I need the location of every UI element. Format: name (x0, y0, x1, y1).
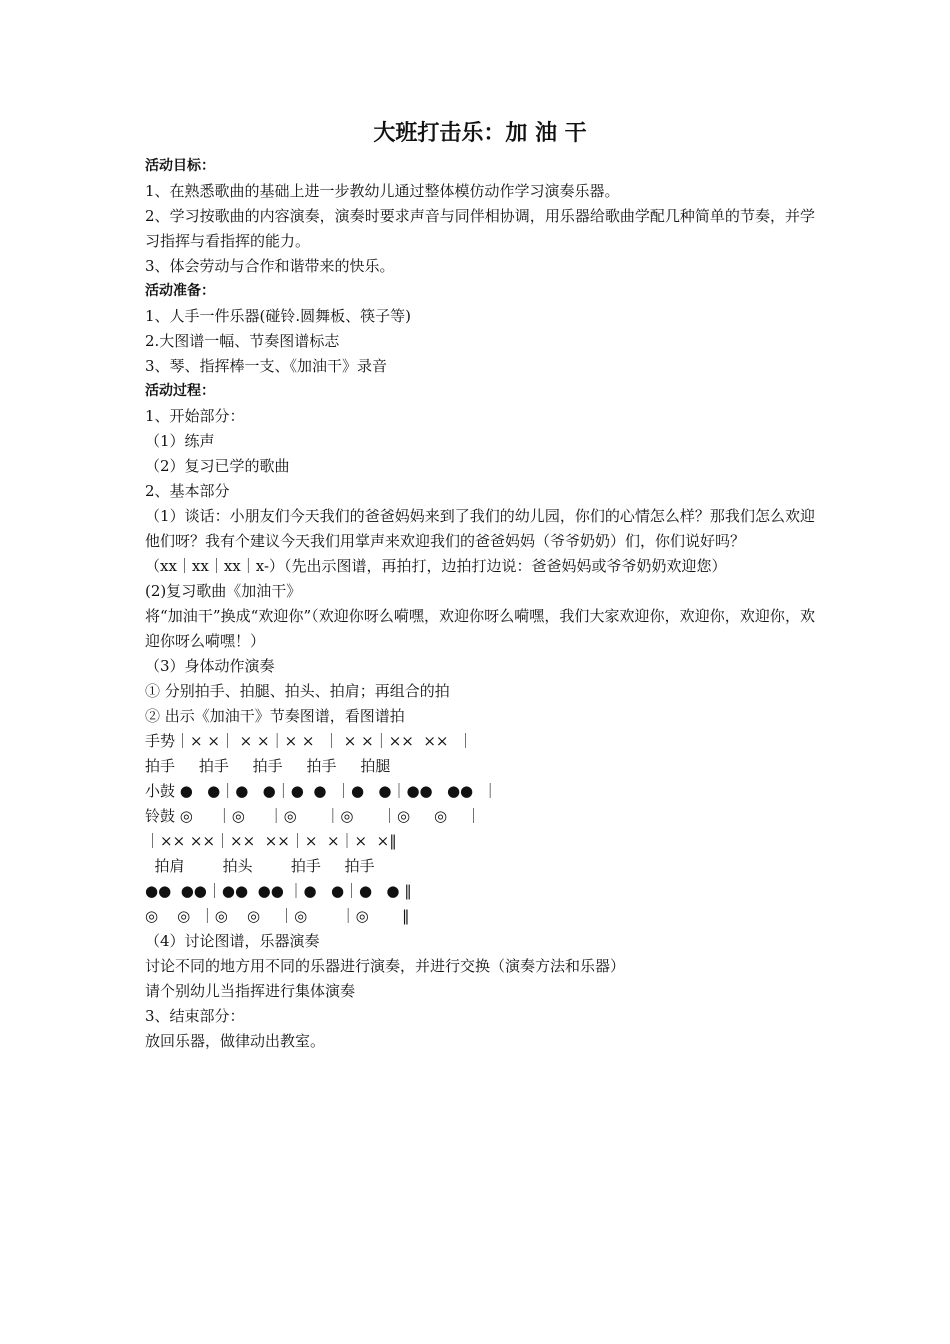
process-item: ② 出示《加油干》节奏图谱，看图谱拍 (145, 707, 405, 725)
process-step: 3、结束部分： (145, 1007, 245, 1025)
prep-heading: 活动准备： (145, 283, 215, 299)
score-line: 铃鼓 ◎ ｜◎ ｜◎ ｜◎ ｜◎ ◎ ｜ (145, 807, 482, 825)
process-paragraph: （1）谈话：小朋友们今天我们的爸爸妈妈来到了我们的幼儿园，你们的心情怎么样？那我们怎么欢迎他们呀？我有个建议今天我们用掌声来欢迎我们的爸爸妈妈（爷爷奶奶）们，你们说好吗？ (145, 507, 815, 550)
goal-item: 2、学习按歌曲的内容演奏，演奏时要求声音与同伴相协调，用乐器给歌曲学配几种简单的节奏，并学习指挥与看指挥的能力。 (145, 207, 815, 250)
goal-item: 1、在熟悉歌曲的基础上进一步教幼儿通过整体模仿动作学习演奏乐器。 (145, 182, 620, 200)
document-title: 大班打击乐：加 油 干 (373, 121, 587, 146)
process-substep: （1）练声 (145, 432, 215, 450)
score-line: 拍肩 拍头 拍手 拍手 (145, 857, 375, 875)
process-item: 请个别幼儿当指挥进行集体演奏 (145, 982, 356, 1000)
process-step: 2、基本部分 (145, 482, 230, 500)
score-line: ●● ●●｜●● ●● ｜● ●｜● ● ‖ (145, 882, 412, 900)
process-step: 1、开始部分： (145, 407, 245, 425)
process-item: 讨论不同的地方用不同的乐器进行演奏，并进行交换（演奏方法和乐器） (145, 957, 626, 975)
score-line: 小鼓 ● ●｜● ●｜● ● ｜● ●｜●● ●● ｜ (145, 782, 498, 800)
rhythm-line: （xx｜xx｜xx｜x-）（先出示图谱，再拍打，边拍打边说：爸爸妈妈或爷爷奶奶欢迎您） (145, 557, 727, 575)
prep-item: 1、人手一件乐器(碰铃.圆舞板、筷子等) (145, 307, 412, 325)
process-item: 放回乐器，做律动出教室。 (145, 1032, 326, 1050)
prep-item: 3、琴、指挥棒一支、《加油干》录音 (145, 357, 388, 375)
goals-heading: 活动目标： (145, 158, 215, 174)
score-line: ｜×× ××｜×× ××｜× ×｜× ×‖ (145, 832, 397, 850)
process-paragraph: 将“加油干”换成“欢迎你”（欢迎你呀么嗬嘿，欢迎你呀么嗬嘿，我们大家欢迎你，欢迎你，欢迎你，欢迎你呀么嗬嘿！） (145, 607, 815, 650)
score-line: 拍手 拍手 拍手 拍手 拍腿 (145, 757, 391, 775)
process-item: ① 分别拍手、拍腿、拍头、拍肩；再组合的拍 (145, 682, 450, 700)
score-line: 手势｜× ×｜ × ×｜× × ｜ × ×｜×× ×× ｜ (145, 732, 474, 750)
score-line: ◎ ◎ ｜◎ ◎ ｜◎ ｜◎ ‖ (145, 907, 410, 925)
document-page (145, 118, 815, 1054)
process-substep: （4）讨论图谱，乐器演奏 (145, 932, 320, 950)
prep-item: 2.大图谱一幅、节奏图谱标志 (145, 332, 340, 350)
process-substep: （3）身体动作演奏 (145, 657, 275, 675)
process-heading: 活动过程： (145, 383, 215, 399)
goal-item: 3、体会劳动与合作和谐带来的快乐。 (145, 257, 395, 275)
process-substep: (2)复习歌曲《加油干》 (145, 582, 302, 600)
process-substep: （2）复习已学的歌曲 (145, 457, 290, 475)
